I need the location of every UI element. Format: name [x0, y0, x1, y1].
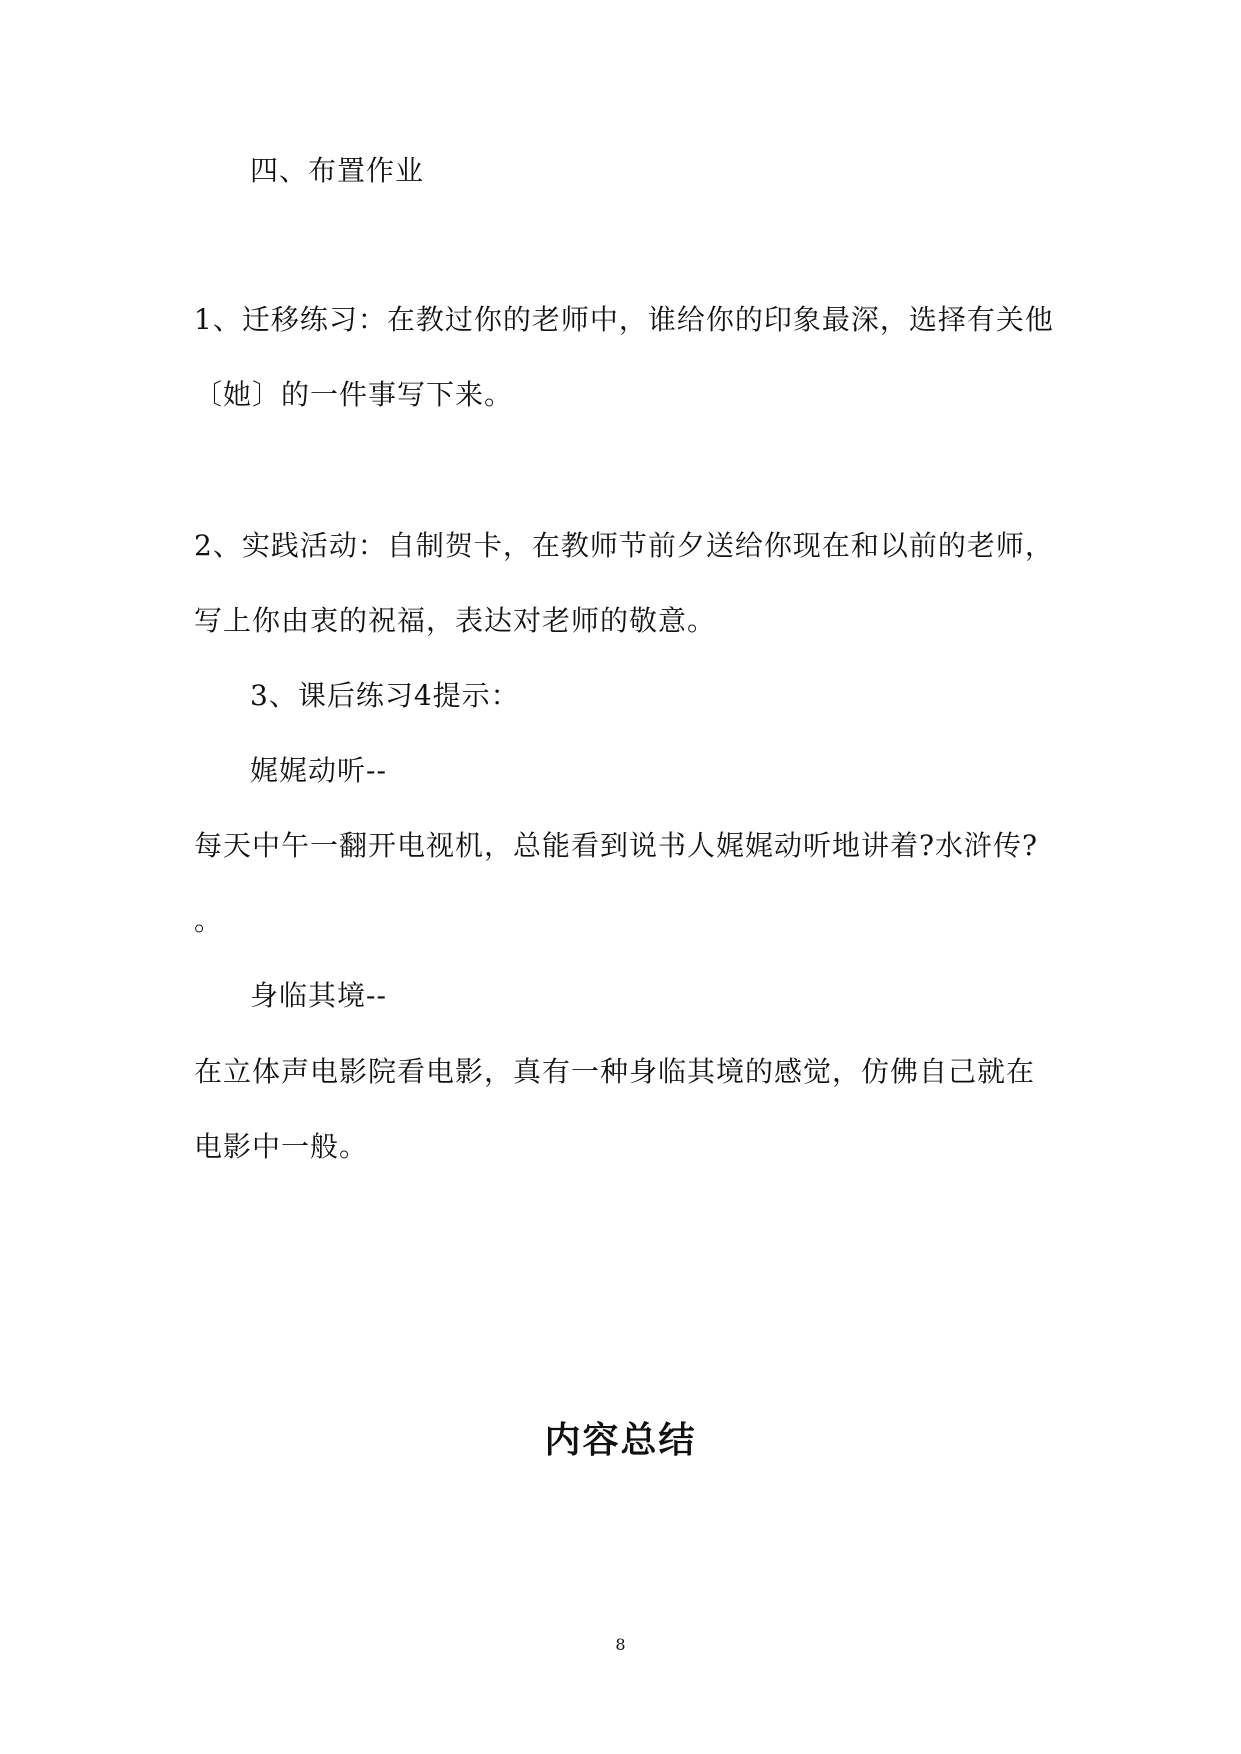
term-2-example-line-2: 电影中一般。: [194, 1130, 369, 1163]
term-1-example-line-1: 每天中午一翻开电视机，总能看到说书人娓娓动听地讲着?水浒传?: [194, 829, 1039, 862]
section-heading: 四、布置作业: [250, 154, 425, 187]
summary-title: 内容总结: [544, 1420, 697, 1461]
homework-item-1-line-2: 〔她〕的一件事写下来。: [194, 378, 514, 411]
vocabulary-term-2: 身临其境--: [250, 979, 387, 1012]
vocabulary-term-1: 娓娓动听--: [250, 754, 387, 787]
term-2-example-line-1: 在立体声电影院看电影，真有一种身临其境的感觉，仿佛自己就在: [194, 1055, 1036, 1088]
term-1-example-line-2: 。: [194, 904, 224, 937]
homework-item-2-line-1: 2、实践活动：自制贺卡，在教师节前夕送给你现在和以前的老师，: [194, 529, 1054, 562]
homework-item-1-line-1: 1、迁移练习：在教过你的老师中，谁给你的印象最深，选择有关他: [194, 303, 1054, 336]
homework-item-2-line-2: 写上你由衷的祝福，表达对老师的敬意。: [194, 604, 717, 637]
page-number: 8: [615, 1635, 626, 1654]
homework-item-3: 3、课后练习4提示：: [250, 679, 520, 712]
